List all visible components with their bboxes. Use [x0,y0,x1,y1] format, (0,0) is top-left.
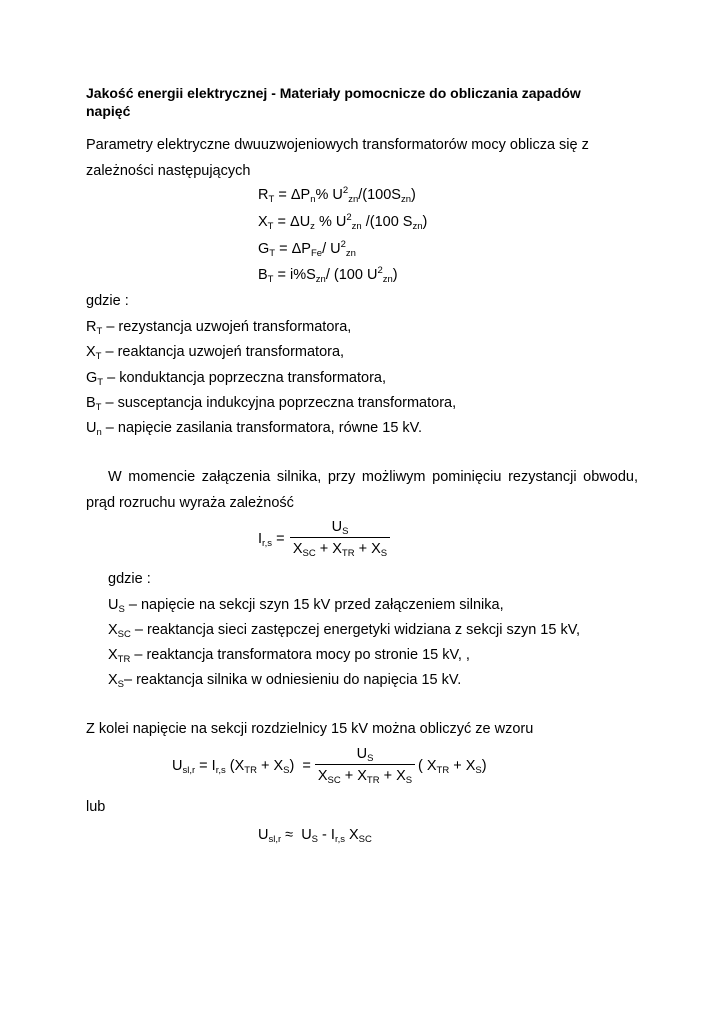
formula-usl-rhs: ( $X_{TR} + X_S$) [418,758,487,776]
formula-irs-fraction: $U_S$ $X_{SC} + X_{TR} + X_S$ [290,518,390,558]
formula-gt: $G_T = \Delta P_{Fe}/$ $U^2_{zn}$ [258,239,356,259]
paragraph-2-line-2: prąd rozruchu wyraża zależność [86,495,294,511]
definition-rt: $R_T$ – rezystancja uzwojeń transformatora, [86,319,352,337]
definition-un: $U_n$ – napięcie zasilania transformatora, równe 15 kV. [86,420,423,438]
formula-irs-lhs: $I_{r,s}$ = [258,531,285,549]
lub-label: lub [86,799,106,815]
formula-usl-lhs: $U_{sl,r} = I_{r,s}$ $(X_{TR} + X_S)$ = [172,758,311,776]
formula-xt: $X_T = \Delta U_z$ % $U^2_{zn}$ /(100 $S_{zn}$) [258,212,428,232]
definition-xt: $X_T$ – reaktancja uzwojeń transformatora, [86,344,345,362]
definition-gt: $G_T$ – konduktancja poprzeczna transformatora, [86,370,386,388]
intro-line-1: Parametry elektryczne dwuuzwojeniowych transformatorów mocy oblicza się z [86,137,589,153]
gdzie-label-1: gdzie : [86,293,129,309]
definition-xtr: $X_{TR}$ – reaktancja transformatora mocy po stronie 15 kV, , [108,647,470,665]
document-title-line-2: napięć [86,103,131,119]
definition-xsc: $X_{SC}$ – reaktancja sieci zastępczej energetyki widziana z sekcji szyn 15 kV, [108,622,581,640]
document-title-line-1: Jakość energii elektrycznej - Materiały pomocnicze do obliczania zapadów [86,85,581,101]
formula-usl-approx: $U_{sl,r} \approx U_S - I_{r,s}$ $X_{SC}$ [258,827,372,845]
definition-us: $U_S$ – napięcie na sekcji szyn 15 kV przed załączeniem silnika, [108,597,504,615]
paragraph-3: Z kolei napięcie na sekcji rozdzielnicy 15 kV można obliczyć ze wzoru [86,721,534,737]
formula-usl-fraction: $U_S$ $X_{SC} + X_{TR} + X_S$ [315,745,415,785]
paragraph-2-line-1: W momencie załączenia silnika, przy możliwym pominięciu rezystancji obwodu, [108,469,638,485]
formula-bt: $B_T = i\%S_{zn}/$ (100 $U^2_{zn}$) [258,265,398,285]
definition-xs: $X_S-$ reaktancja silnika w odniesieniu do napięcia 15 kV. [108,672,462,690]
gdzie-label-2: gdzie : [108,571,151,587]
intro-line-2: zależności następujących [86,163,251,179]
definition-bt: $B_T$ – susceptancja indukcyjna poprzeczna transformatora, [86,395,457,413]
formula-rt: $R_T = \Delta P_n\%$ $U^2_{zn}/(100S_{zn})$ [258,185,416,205]
